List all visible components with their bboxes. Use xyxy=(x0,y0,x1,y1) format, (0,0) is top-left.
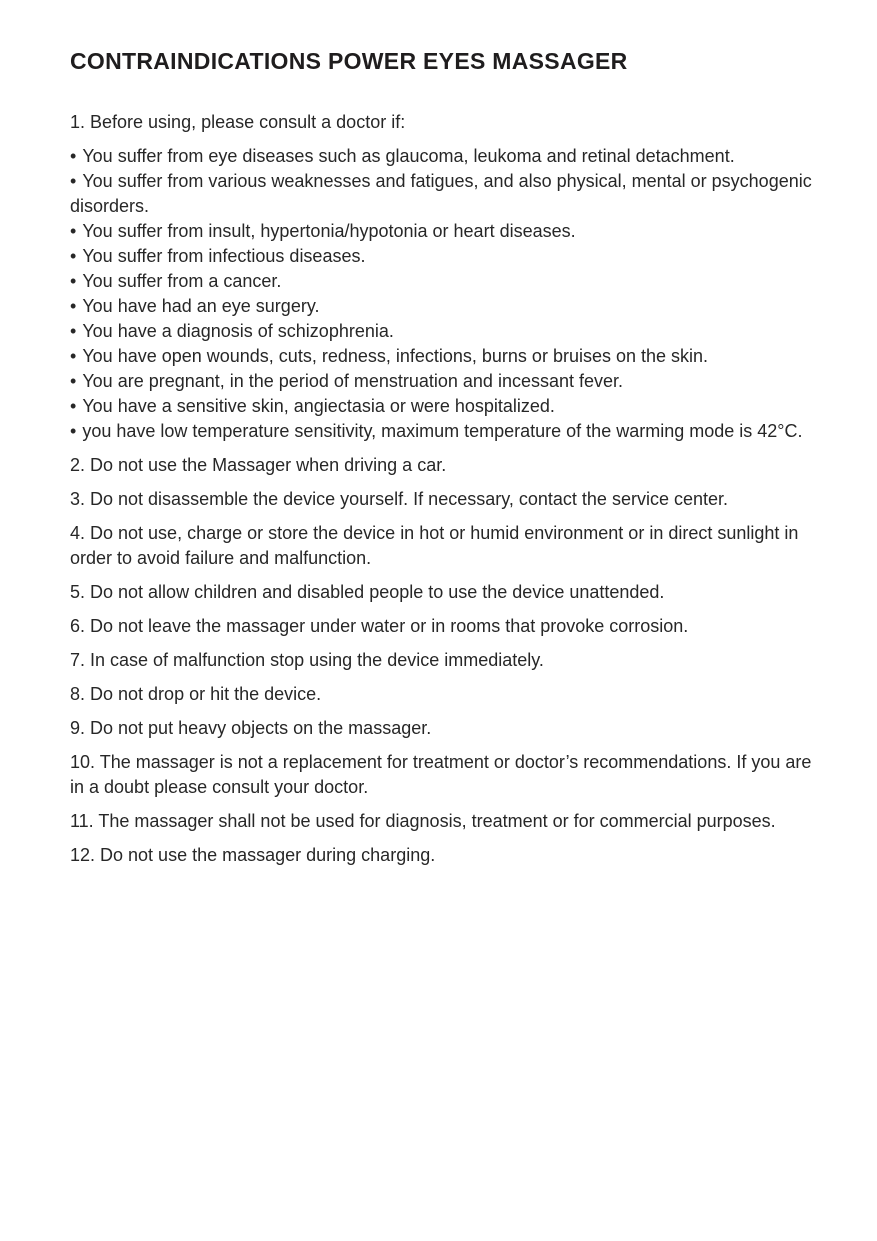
numbered-item: 3. Do not disassemble the device yourself. If necessary, contact the service center. xyxy=(70,488,728,509)
bullet-marker: • xyxy=(70,345,77,366)
bullet-text: You have open wounds, cuts, redness, infections, burns or bruises on the skin. xyxy=(82,345,709,366)
bullet-list xyxy=(70,144,825,444)
intro-line: 1. Before using, please consult a doctor if: xyxy=(70,111,406,132)
bullet-text: You suffer from eye diseases such as glaucoma, leukoma and retinal detachment. xyxy=(82,145,735,166)
numbered-item: 5. Do not allow children and disabled people to use the device unattended. xyxy=(70,581,665,602)
document-content xyxy=(70,48,825,868)
bullet-item xyxy=(70,169,825,219)
bullet-text: You are pregnant, in the period of menstruation and incessant fever. xyxy=(82,370,624,391)
bullet-item xyxy=(70,419,825,444)
bullet-marker: • xyxy=(70,370,77,391)
numbered-item: 12. Do not use the massager during charging. xyxy=(70,844,436,865)
numbered-item: 7. In case of malfunction stop using the device immediately. xyxy=(70,649,544,670)
bullet-text: You have a diagnosis of schizophrenia. xyxy=(82,320,394,341)
bullet-marker: • xyxy=(70,170,77,191)
bullet-text: You suffer from a cancer. xyxy=(82,270,282,291)
bullet-marker: • xyxy=(70,270,77,291)
numbered-item: 8. Do not drop or hit the device. xyxy=(70,683,322,704)
numbered-item: 9. Do not put heavy objects on the massager. xyxy=(70,717,432,738)
numbered-item: 6. Do not leave the massager under water or in rooms that provoke corrosion. xyxy=(70,615,689,636)
bullet-text: You have had an eye surgery. xyxy=(82,295,320,316)
bullet-text: You suffer from various weaknesses and fatigues, and also physical, mental or psychogenic disorders. xyxy=(70,170,812,216)
bullet-text: You have a sensitive skin, angiectasia or were hospitalized. xyxy=(82,395,555,416)
bullet-marker: • xyxy=(70,320,77,341)
bullet-item xyxy=(70,244,825,269)
numbered-item: 10. The massager is not a replacement for treatment or doctor’s recommendations. If you are in a doubt please consult your doctor. xyxy=(70,751,812,797)
bullet-item xyxy=(70,344,825,369)
bullet-marker: • xyxy=(70,295,77,316)
bullet-item xyxy=(70,219,825,244)
numbered-item: 2. Do not use the Massager when driving a car. xyxy=(70,454,447,475)
bullet-item xyxy=(70,294,825,319)
numbered-item: 11. The massager shall not be used for diagnosis, treatment or for commercial purposes. xyxy=(70,810,776,831)
bullet-marker: • xyxy=(70,145,77,166)
bullet-marker: • xyxy=(70,420,77,441)
bullet-item xyxy=(70,369,825,394)
bullet-marker: • xyxy=(70,220,77,241)
bullet-text: you have low temperature sensitivity, maximum temperature of the warming mode is 42°C. xyxy=(82,420,803,441)
page-title: CONTRAINDICATIONS POWER EYES MASSAGER xyxy=(70,48,628,74)
bullet-marker: • xyxy=(70,395,77,416)
bullet-item xyxy=(70,269,825,294)
bullet-item xyxy=(70,144,825,169)
bullet-item xyxy=(70,394,825,419)
numbered-item: 4. Do not use, charge or store the device in hot or humid environment or in direct sunlight in order to avoid failure and malfunction. xyxy=(70,522,799,568)
bullet-text: You suffer from insult, hypertonia/hypotonia or heart diseases. xyxy=(82,220,576,241)
bullet-marker: • xyxy=(70,245,77,266)
bullet-text: You suffer from infectious diseases. xyxy=(82,245,366,266)
bullet-item xyxy=(70,319,825,344)
